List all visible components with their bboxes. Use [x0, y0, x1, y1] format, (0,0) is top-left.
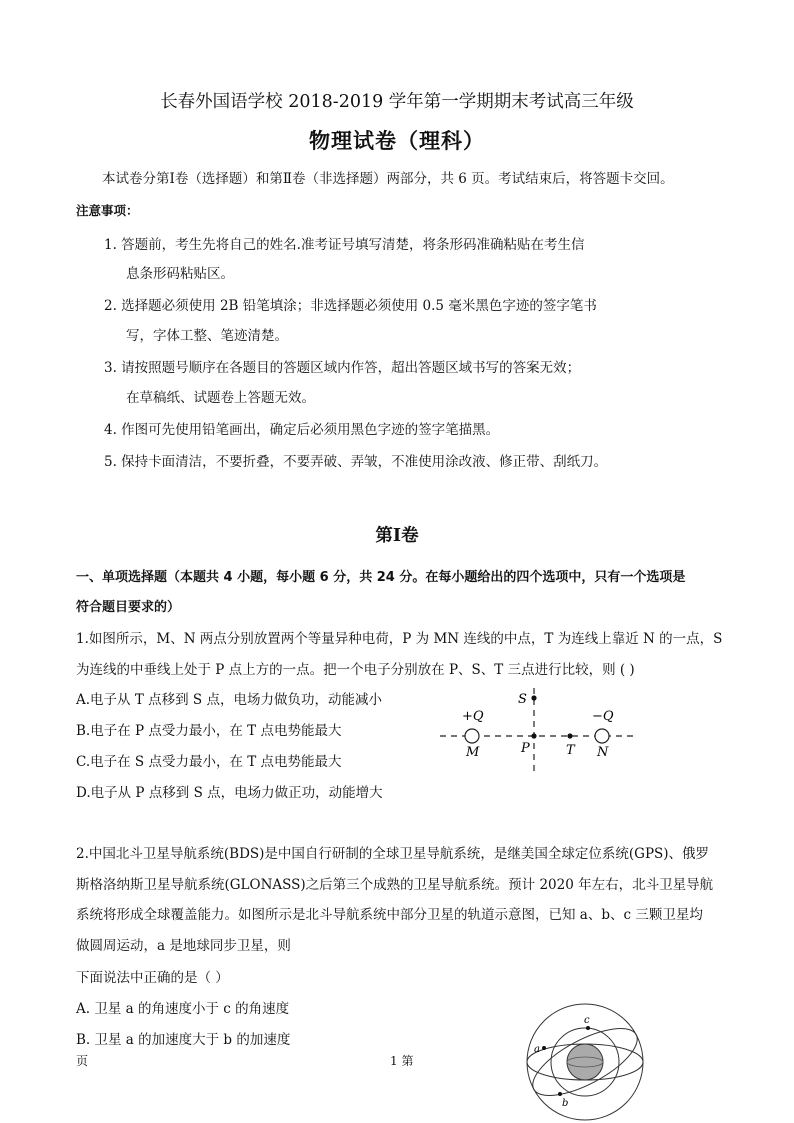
- notice-line: 息条形码粘贴区。: [126, 266, 234, 282]
- q1-option-d: D.电子从 P 点移到 S 点，电场力做正功，动能增大: [76, 785, 383, 801]
- q2-stem: 斯格洛纳斯卫星导航系统(GLONASS)之后第三个成熟的卫星导航系统。预计 2020 年左右，北斗卫星导航: [76, 877, 714, 893]
- point-s-icon: [531, 695, 536, 700]
- section-heading: 符合题目要求的）: [76, 600, 181, 615]
- label-s: S: [518, 692, 527, 707]
- charge-n-icon: [595, 729, 609, 743]
- notice-line: 4. 作图可先使用铅笔画出，确定后必须用黑色字迹的签字笔描黑。: [104, 422, 500, 438]
- point-p-icon: [531, 733, 536, 738]
- charge-m-icon: [465, 729, 479, 743]
- notice-heading: 注意事项：: [76, 203, 139, 218]
- section-title: 第Ⅰ卷: [375, 526, 419, 546]
- q1-stem: 1.如图所示，M、N 两点分别放置两个等量异种电荷，P 为 MN 连线的中点，T 为连线上靠近 N 的一点，S: [76, 631, 723, 647]
- q2-stem: 2.中国北斗卫星导航系统(BDS)是中国自行研制的全球卫星导航系统，是继美国全球定位系统(GPS)、俄罗: [76, 846, 710, 862]
- satellite-c-icon: [586, 1026, 590, 1030]
- school-header: 长春外国语学校 2018-2019 学年第一学期期末考试高三年级: [160, 92, 634, 112]
- q1-option-c: C.电子在 S 点受力最小，在 T 点电势能最大: [76, 754, 342, 770]
- exam-title: 物理试卷（理科）: [309, 128, 485, 153]
- notice-line: 2. 选择题必须使用 2B 铅笔填涂；非选择题必须使用 0.5 毫米黑色字迹的签字笔书: [104, 298, 597, 314]
- label-p: P: [521, 741, 530, 756]
- charge-diagram: [436, 684, 646, 776]
- satellite-b-icon: [558, 1092, 562, 1096]
- q2-stem: 系统将形成全球覆盖能力。如图所示是北斗导航系统中部分卫星的轨道示意图，已知 a、b、c 三颗卫星均: [76, 907, 703, 923]
- satellite-orbit-diagram: [520, 996, 650, 1123]
- footer-left: 页: [76, 1054, 89, 1068]
- label-plus-q: +Q: [462, 709, 484, 724]
- q1-option-a: A.电子从 T 点移到 S 点，电场力做负功，动能减小: [76, 692, 382, 708]
- notice-line: 在草稿纸、试题卷上答题无效。: [126, 390, 315, 406]
- q2-prompt: 下面说法中正确的是（ ）: [76, 970, 229, 986]
- q2-option-b: B. 卫星 a 的加速度大于 b 的加速度: [76, 1032, 291, 1048]
- label-n: N: [597, 745, 609, 760]
- satellite-a-icon: [542, 1046, 546, 1050]
- label-b: b: [562, 1098, 569, 1109]
- section-heading: 一、单项选择题（本题共 4 小题，每小题 6 分，共 24 分。在每小题给出的四个选项中，只有一个选项是: [76, 570, 686, 585]
- footer-page: 1 第: [390, 1054, 414, 1068]
- label-minus-q: −Q: [592, 709, 614, 724]
- notice-line: 3. 请按照题号顺序在各题目的答题区域内作答，超出答题区域书写的答案无效；: [104, 360, 581, 376]
- q2-option-a: A. 卫星 a 的角速度小于 c 的角速度: [76, 1001, 290, 1017]
- notice-line: 1. 答题前，考生先将自己的姓名.准考证号填写清楚，将条形码准确粘贴在考生信: [104, 237, 585, 253]
- label-c: c: [584, 1015, 590, 1026]
- intro-text: 本试卷分第Ⅰ卷（选择题）和第Ⅱ卷（非选择题）两部分，共 6 页。考试结束后，将答题卡交回。: [102, 171, 674, 187]
- label-t: T: [566, 743, 575, 758]
- earth-icon: [567, 1044, 603, 1080]
- notice-line: 写，字体工整、笔迹清楚。: [126, 328, 288, 344]
- q2-stem: 做圆周运动，a 是地球同步卫星，则: [76, 938, 291, 954]
- notice-line: 5. 保持卡面清洁，不要折叠，不要弄破、弄皱，不准使用涂改液、修正带、刮纸刀。: [104, 454, 608, 470]
- q1-option-b: B.电子在 P 点受力最小，在 T 点电势能最大: [76, 723, 342, 739]
- point-t-icon: [567, 733, 572, 738]
- label-a: a: [534, 1044, 540, 1055]
- label-m: M: [466, 745, 480, 760]
- q1-stem: 为连线的中垂线上处于 P 点上方的一点。把一个电子分别放在 P、S、T 三点进行比较，则 ( ): [76, 662, 635, 678]
